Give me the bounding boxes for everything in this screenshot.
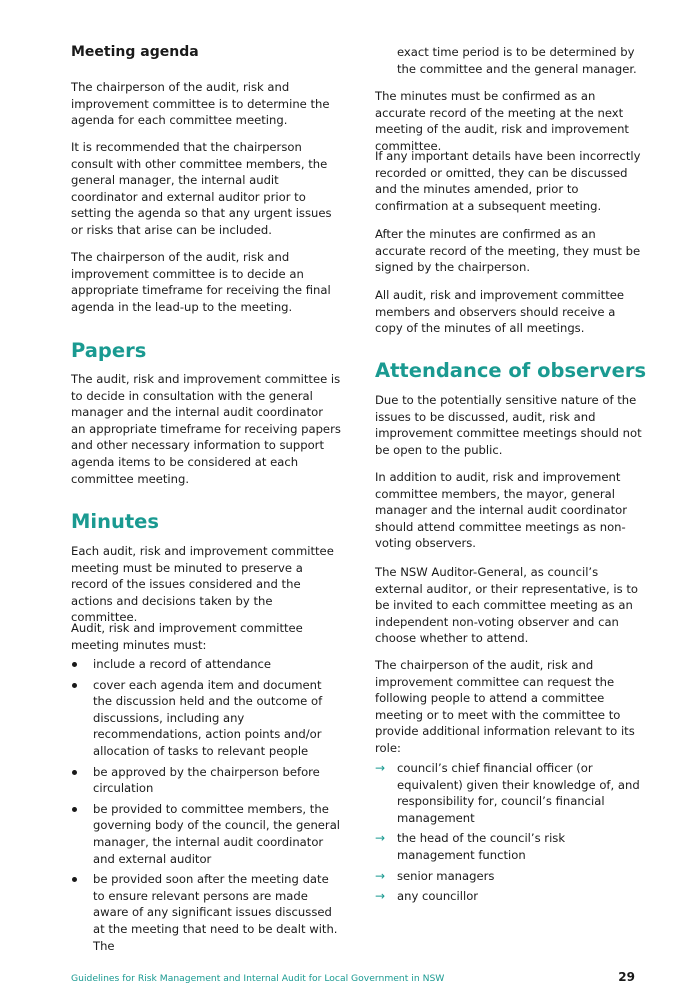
minutes-paragraph-1: Each audit, risk and improvement committee meeting must be minuted to preserve a record of the issues considered and the actions and decisions taken by the committee. xyxy=(71,544,334,625)
papers-paragraph: The audit, risk and improvement committee is to decide in consultation with the general manager and the internal audit coordinator an appropriate timeframe for receiving papers and other necessary information to support agenda items to be considered at each committee meeting. xyxy=(71,372,341,486)
observers-paragraph-2: In addition to audit, risk and improvement committee members, the mayor, general manager and the internal audit coordinator should attend committee meetings as non-voting observers. xyxy=(375,470,627,551)
arrow-right-icon: → xyxy=(375,868,386,883)
list-item: be approved by the chairperson before circulation xyxy=(93,764,320,796)
minutes-paragraph-6: All audit, risk and improvement committee members and observers should receive a copy of the minutes of all meetings. xyxy=(375,288,625,336)
minutes-paragraph-3: The minutes must be confirmed as an accurate record of the meeting at the next meeting of the audit, risk and improvement committee. xyxy=(375,89,629,153)
list-item: → the head of the council’s risk management function xyxy=(375,831,566,862)
agenda-paragraph-3: The chairperson of the audit, risk and improvement committee is to decide an appropriate timeframe for receiving the final agenda in the lead-up to the meeting. xyxy=(71,250,331,314)
list-item: → senior managers xyxy=(375,868,495,883)
papers-heading: Papers xyxy=(71,339,147,362)
agenda-paragraph-2: It is recommended that the chairperson consult with other committee members, the general manager, the internal audit coordinator and external auditor prior to setting the agenda so that any urgent issues or risks that arise can be included. xyxy=(71,140,332,237)
observers-paragraph-1: Due to the potentially sensitive nature of the issues to be discussed, audit, risk and improvement committee meetings should not be open to the public. xyxy=(375,393,642,457)
observers-paragraph-4: The chairperson of the audit, risk and improvement committee can request the following people to attend a committee meeting or to meet with the committee to provide additional information relevant to its role: xyxy=(375,658,635,755)
footer-title: Guidelines for Risk Management and Internal Audit for Local Government in NSW xyxy=(71,973,445,984)
minutes-paragraph-4: If any important details have been incorrectly recorded or omitted, they can be discussed and the minutes amended, prior to confirmation at a subsequent meeting. xyxy=(375,149,641,213)
arrow-right-icon: → xyxy=(375,889,386,904)
minutes-paragraph-2: Audit, risk and improvement committee meeting minutes must: xyxy=(71,621,303,652)
list-item: include a record of attendance xyxy=(93,657,272,671)
observers-paragraph-3: The NSW Auditor-General, as council’s external auditor, or their representative, is to be invited to each committee meeting as an independent non-voting observer and can choose whether to attend. xyxy=(375,565,638,646)
list-item: be provided soon after the meeting date to ensure relevant persons are made aware of any significant issues discussed at the meeting that need to be dealt with. The xyxy=(93,872,338,953)
minutes-heading: Minutes xyxy=(71,510,160,533)
attendance-of-observers-heading: Attendance of observers xyxy=(375,359,647,382)
agenda-paragraph-1: The chairperson of the audit, risk and improvement committee is to determine the agenda for each committee meeting. xyxy=(71,80,330,128)
page-number: 29 xyxy=(618,970,635,984)
list-item: → council’s chief financial officer (or equivalent) given their knowledge of, and responsibility for, council’s financial management xyxy=(375,761,640,825)
arrow-right-icon: → xyxy=(375,761,386,775)
meeting-agenda-heading: Meeting agenda xyxy=(71,44,199,60)
arrow-right-icon: → xyxy=(375,831,386,846)
additional-attendees-list xyxy=(375,760,645,905)
continued-text: exact time period is to be determined by the committee and the general manager. xyxy=(397,45,637,76)
list-item: be provided to committee members, the governing body of the council, the general manager, the internal audit coordinator and external auditor xyxy=(93,801,341,866)
list-item: → any councillor xyxy=(375,889,479,904)
list-item: cover each agenda item and document the discussion held and the outcome of discussions, including any recommendations, action points and/or allocation of tasks to relevant people xyxy=(93,677,323,758)
minutes-paragraph-5: After the minutes are confirmed as an accurate record of the meeting, they must be signed by the chairperson. xyxy=(375,227,641,275)
minutes-requirements-list xyxy=(71,656,341,954)
